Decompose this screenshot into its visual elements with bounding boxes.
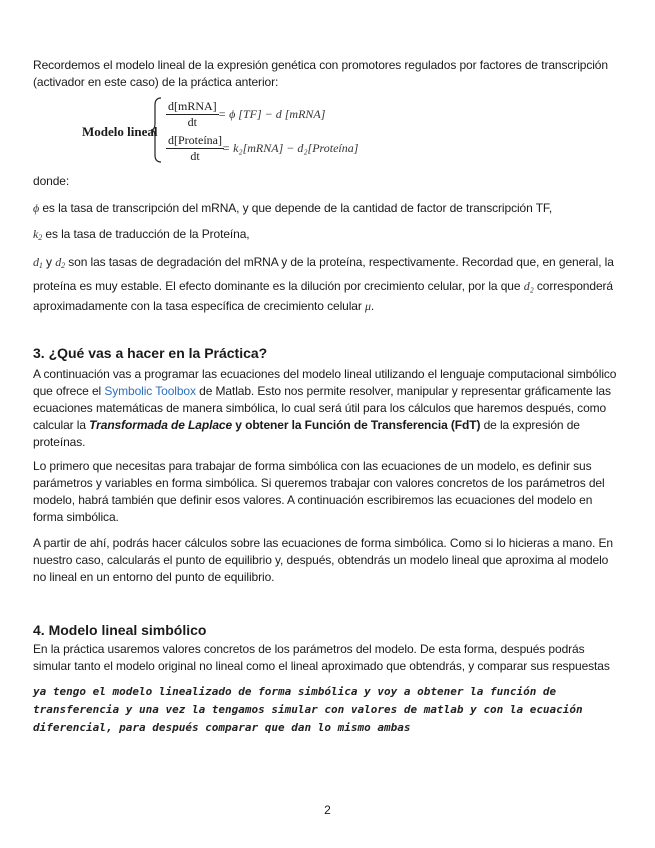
section-3-paragraph-3: A partir de ahí, podrás hacer cálculos sobre las ecuaciones de forma simbólica. Como si lo hicieras a mano. En nuestro caso, calcularás el punto de equilibrio y, después, obtendrás un modelo lineal que aproxima al modelo no lineal en un entorno del punto de equilibrio.	[33, 536, 613, 584]
section-4-paragraph-1: En la práctica usaremos valores concretos de los parámetros del modelo. De esta forma, después podrás simular tanto el modelo original no lineal como el lineal aproximado que obtendrás, y comparar sus respuestas	[33, 642, 610, 673]
eq1-fraction	[166, 99, 219, 130]
eq1-denominator: dt	[187, 115, 197, 129]
definition-phi	[33, 200, 618, 217]
mu-symbol: μ	[364, 299, 371, 313]
fdt-strong: y obtener la Función de Transferencia (FdT)	[235, 418, 481, 432]
student-note: ya tengo el modelo linealizado de forma simbólica y voy a obtener la función de transferencia y una vez la tengamos simular con valores de matlab y con la ecuación diferencial, para después comparar que dan lo mismo ambas	[33, 685, 583, 734]
eq2-fraction	[166, 133, 224, 164]
eq1-numerator: d[mRNA]	[168, 99, 217, 113]
s3p1-text-a: A continuación vas a programar las ecuaciones del modelo lineal utilizando el lenguaje computacional simbólico que ofrece el	[33, 367, 617, 398]
eq2-rhs: = k₂[mRNA] − d₂[Proteína]	[222, 141, 359, 155]
d-text-b: corresponderá aproximadamente con la tasa específica de crecimiento celular	[33, 279, 613, 313]
period: .	[370, 299, 375, 313]
d2-symbol: $d_2$	[55, 255, 65, 270]
eq2-numerator: d[Proteína]	[168, 133, 222, 147]
symbolic-toolbox-link[interactable]: Symbolic Toolbox	[104, 384, 196, 398]
definition-d1-d2	[33, 252, 618, 316]
s3p1-text-c: de la expresión de proteínas.	[33, 418, 580, 449]
intro-paragraph: Recordemos el modelo lineal de la expresión genética con promotores regulados por factores de transcripción (activador en este caso) de la práctica anterior:	[33, 58, 608, 89]
d2-inline-symbol: d₂	[523, 279, 534, 293]
donde-label: donde:	[33, 174, 70, 188]
phi-symbol: ϕ	[33, 201, 40, 215]
conjunction-y: y	[46, 255, 52, 269]
section-4-heading: 4. Modelo lineal simbólico	[33, 622, 207, 638]
k2-symbol: $k_2$	[33, 227, 43, 242]
k2-text: es la tasa de traducción de la Proteína,	[45, 227, 250, 241]
curly-brace	[150, 97, 162, 163]
d1-symbol: $d_1$	[33, 255, 43, 270]
eq2-denominator: dt	[190, 149, 200, 163]
definition-k2	[33, 226, 618, 246]
model-label: Modelo lineal	[82, 124, 158, 139]
laplace-emphasis: Transformada de Laplace	[89, 418, 233, 432]
d-text-a: son las tasas de degradación del mRNA y de la proteína, respectivamente. Recordad que, en general, la proteína es muy estable. El efecto dominante es la dilución por crecimiento celular, por la que	[33, 255, 614, 293]
section-3-paragraph-2: Lo primero que necesitas para trabajar de forma simbólica con las ecuaciones de un modelo, es definir sus parámetros y variables en forma simbólica. Si queremos trabajar con valores concretos de los parámetros del modelo, habrá también que definir esos valores. A continuación escribiremos las ecuaciones del modelo en forma simbólica.	[33, 459, 605, 524]
section-3-heading: 3. ¿Qué vas a hacer en la Práctica?	[33, 345, 268, 361]
eq1-rhs: = ϕ [TF] − d [mRNA]	[218, 107, 326, 121]
page-number: 2	[324, 803, 331, 817]
section-3-paragraph-1	[33, 366, 618, 451]
s3p1-text-b: de Matlab. Esto nos permite resolver, manipular y representar gráficamente las ecuaciones matemáticas de manera simbólica, lo cual será útil para los cálculos que haremos después, como calcular la	[33, 384, 611, 432]
phi-text: es la tasa de transcripción del mRNA, y que depende de la cantidad de factor de transcripción TF,	[42, 201, 553, 215]
